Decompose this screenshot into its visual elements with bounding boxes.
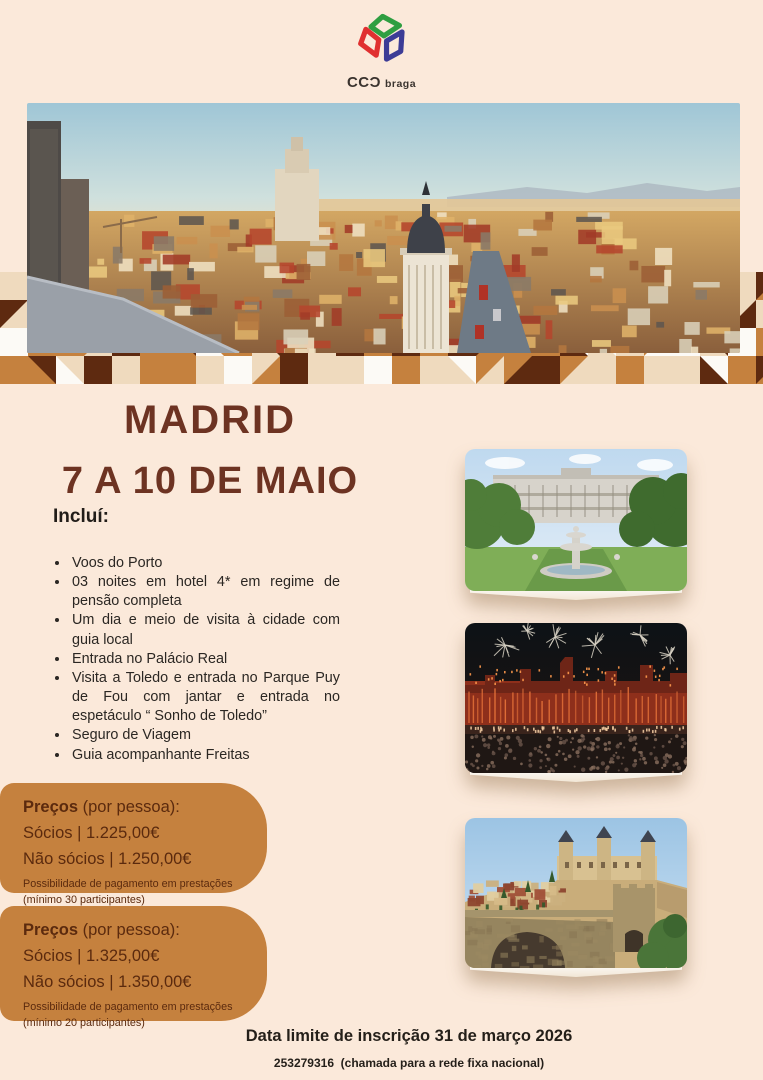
list-item: • Seguro de Viagem [70, 726, 340, 745]
list-item: • Visita a Toledo e entrada no Parque Puy de Fou com jantar e entrada no espetáculo “ Sonho de Toledo” [70, 669, 340, 726]
price-box-1 [0, 783, 267, 907]
title-block [0, 398, 420, 503]
list-item: • Um dia e meio de visita à cidade com guia local [70, 611, 340, 649]
price-heading-bold: Preços [23, 921, 79, 939]
photo-sonho-de-toledo-show [465, 623, 687, 773]
title-madrid: MADRID [124, 398, 296, 442]
price-note-line1: Possibilidade de pagamento em prestações [23, 1001, 233, 1013]
price-heading [23, 921, 247, 940]
price-heading-bold: Preços [23, 798, 79, 816]
price-note [23, 876, 247, 908]
logo-sub: braga [384, 78, 417, 90]
includes-heading: Incluí: [53, 506, 109, 527]
logo-text [0, 74, 763, 92]
title-dates: 7 A 10 DE MAIO [61, 460, 359, 502]
footer [55, 1027, 763, 1070]
includes-section [53, 506, 340, 765]
list-item: • Guia acompanhante Freitas [70, 746, 340, 765]
price-heading-rest: (por pessoa): [78, 798, 180, 816]
logo [0, 10, 763, 92]
phone-text: 253279316 (chamada para a rede fixa nacional) [273, 1056, 545, 1070]
includes-list [53, 554, 340, 765]
price-nao-socios: Não sócios | 1.350,00€ [23, 973, 192, 991]
list-item: • 03 noites em hotel 4* em regime de pensão completa [70, 573, 340, 611]
price-socios: Sócios | 1.325,00€ [23, 947, 160, 965]
price-heading-rest: (por pessoa): [78, 921, 180, 939]
price-heading [23, 798, 247, 817]
list-item: • Voos do Porto [70, 554, 340, 573]
price-note-line1: Possibilidade de pagamento em prestações [23, 878, 233, 890]
deadline-text: Data limite de inscrição 31 de março 2026 [245, 1027, 573, 1045]
photo-palacio-real [465, 449, 687, 591]
price-note-line2: (mínimo 30 participantes) [23, 894, 145, 907]
logo-brand: CCƆ [346, 74, 381, 91]
hero-photo-madrid-panorama [27, 103, 740, 353]
ccd-logo-icon [340, 10, 424, 72]
price-nao-socios: Não sócios | 1.250,00€ [23, 850, 192, 868]
price-note-line2: (mínimo 20 participantes) [23, 1017, 145, 1030]
price-socios: Sócios | 1.225,00€ [23, 824, 160, 842]
photo-toledo-alcazar-bridge [465, 818, 687, 968]
price-box-2 [0, 906, 267, 1030]
list-item: • Entrada no Palácio Real [70, 650, 340, 669]
